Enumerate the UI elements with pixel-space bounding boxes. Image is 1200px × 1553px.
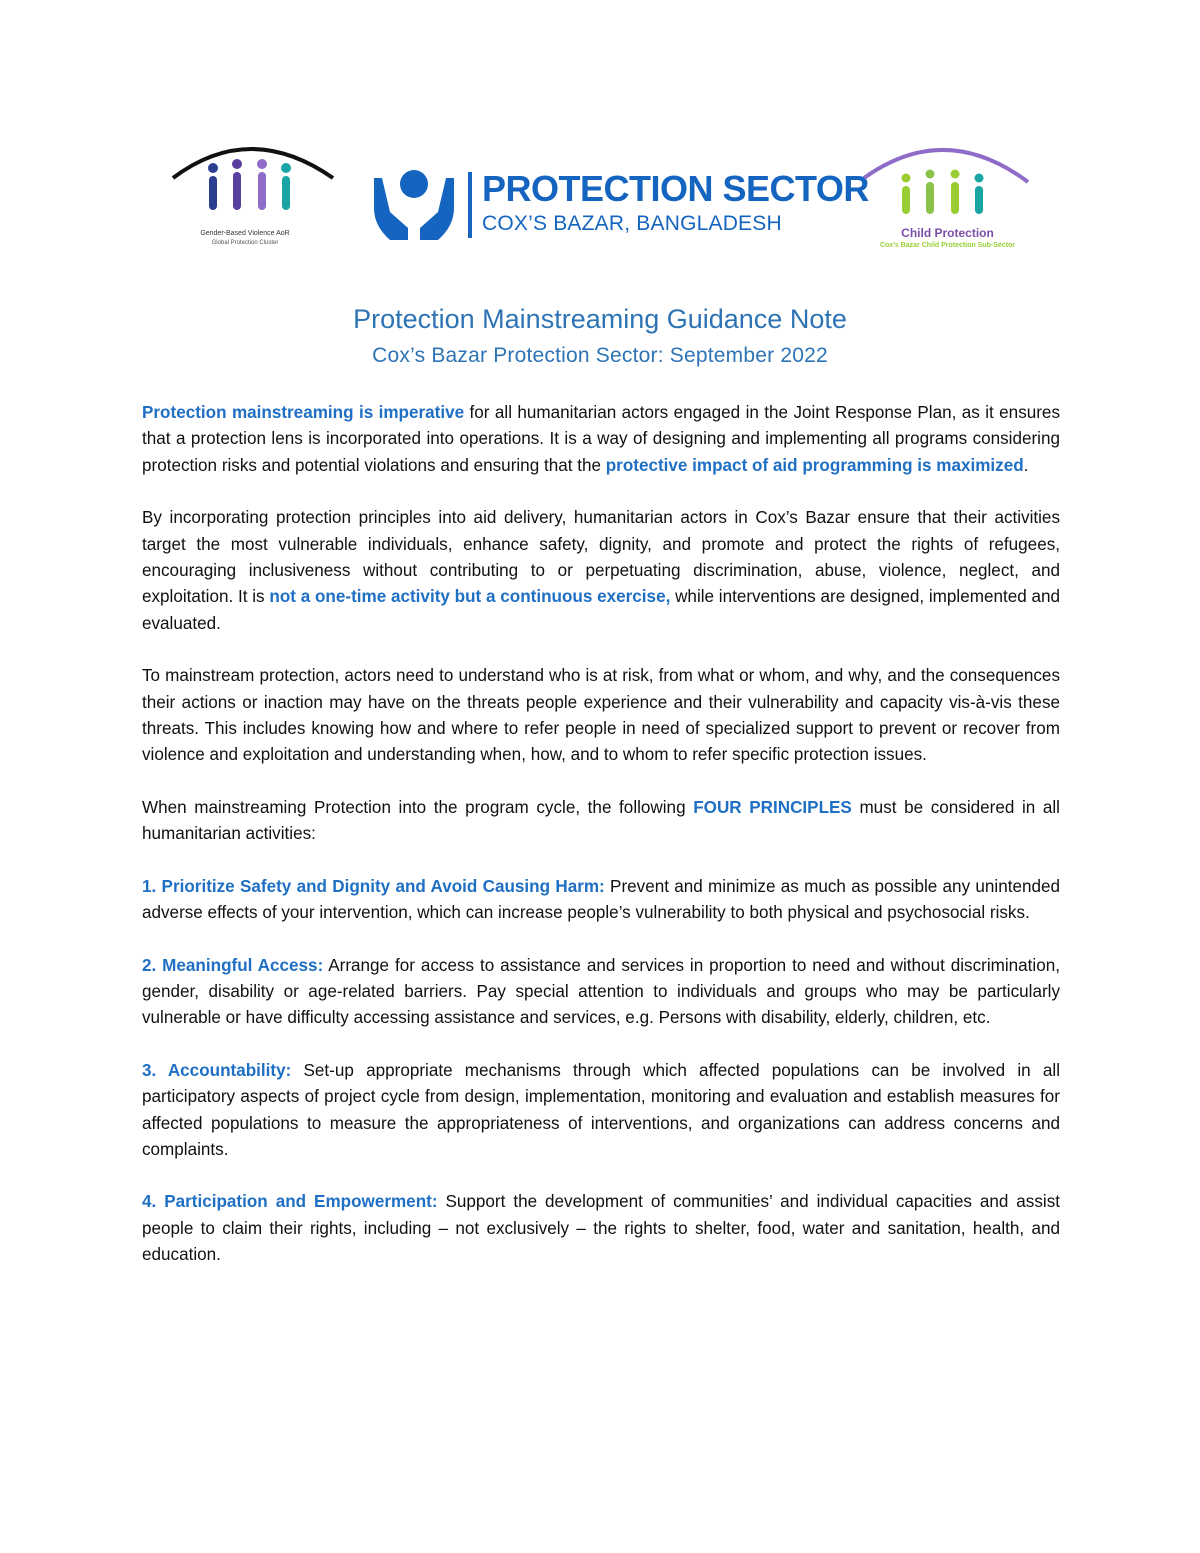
gbv-caption: Gender-Based Violence AoR (200, 230, 290, 237)
document-title: Protection Mainstreaming Guidance Note (353, 304, 847, 334)
paragraph-principles-delivery (142, 505, 1060, 637)
document-subtitle: Cox’s Bazar Protection Sector: September 2022 (372, 344, 828, 367)
paragraph-text: When mainstreaming Protection into the program cycle, the following (142, 797, 694, 817)
paragraph-mainstream: To mainstream protection, actors need to understand who is at risk, from what or whom, and why, and the consequences their actions or inaction may have on the threats people experience and their vulnerability and capacity vis-à-vis these threats. This includes knowing how and where to refer people in need of specialized support to prevent or recover from violence and exploitation and understanding when, how, and to whom to refer specific protection issues. (142, 666, 1060, 765)
highlight-text: FOUR PRINCIPLES (693, 797, 852, 817)
protection-sector-title: PROTECTION SECTOR (482, 168, 869, 209)
document-body (142, 400, 1060, 1269)
paragraph-text: for all humanitarian actors engaged in the Joint Response Plan, as it ensures that a protection lens is incorporated into operations. It is a way of designing and implementing all programs considering protection risks and potential violations and ensuring that the (142, 403, 1060, 475)
principle-heading: 1. Prioritize Safety and Dignity and Avoid Causing Harm: (142, 876, 605, 896)
child-protection-title: Child Protection (901, 226, 994, 240)
paragraph-text: must be considered in all humanitarian activities: (142, 797, 1060, 844)
principle-text: Prevent and minimize as much as possible any unintended adverse effects of your intervention, which can increase people’s vulnerability to both physical and psychosocial risks. (142, 876, 1061, 923)
principle-text: Set-up appropriate mechanisms through which affected populations can be involved in all participatory aspects of project cycle from design, implementation, monitoring and evaluation and establish measures for affected populations to measure the appropriateness of interventions, and organizations can address concerns and complaints. (142, 1060, 1060, 1159)
principle-item (142, 1058, 1060, 1164)
highlight-text: not a one-time activity but a continuous exercise, (269, 587, 671, 607)
protection-sector-logo (368, 168, 869, 248)
logo-divider (468, 172, 472, 238)
paragraph-four-principles (142, 795, 1060, 848)
paragraph-text: . (1023, 455, 1029, 475)
principle-text: Arrange for access to assistance and services in proportion to need and without discrimination, gender, disability or age-related barriers. Pay special attention to individuals and groups who may be particularly vulnerable or have difficulty accessing assistance and services, e.g. Persons with disability, elderly, children, etc. (142, 955, 1060, 1028)
child-protection-logo (860, 138, 1035, 263)
paragraph-text: By incorporating protection principles into aid delivery, humanitarian actors in Cox’s Bazar ensure that their activities target the most vulnerable individuals, enhance safety, dignity, and promote and protect the rights of refugees, encouraging inclusiveness without contributing to or perpetuating discrimination, abuse, violence, neglect, and exploitation. It is (142, 508, 1060, 607)
principle-item (142, 874, 1060, 927)
principle-item (142, 1189, 1060, 1268)
logo-header (0, 130, 1200, 270)
gbv-figures-icon (165, 130, 345, 230)
hands-icon (368, 168, 464, 248)
principle-text: Support the development of communities’ and individual capacities and assist people to claim their rights, including – not exclusively – the rights to shelter, food, water and sanitation, health, and education. (142, 1192, 1060, 1265)
principle-heading: 3. Accountability: (142, 1060, 292, 1080)
child-figures-icon (860, 138, 1035, 226)
child-protection-subtitle: Cox’s Bazar Child Protection Sub-Sector (879, 242, 1016, 249)
gbv-aor-logo (165, 130, 345, 260)
paragraph-intro (142, 400, 1060, 479)
gbv-subcaption: Global Protection Cluster (211, 240, 279, 246)
highlight-text: protective impact of aid programming is maximized (605, 455, 1024, 475)
principle-heading: 4. Participation and Empowerment: (142, 1192, 438, 1212)
paragraph-text: while interventions are designed, implemented and evaluated. (142, 587, 1061, 633)
protection-sector-subtitle: COX’S BAZAR, BANGLADESH (482, 212, 782, 235)
highlight-text: Protection mainstreaming is imperative (142, 403, 465, 422)
principle-heading: 2. Meaningful Access: (142, 955, 324, 975)
principle-item (142, 953, 1060, 1032)
